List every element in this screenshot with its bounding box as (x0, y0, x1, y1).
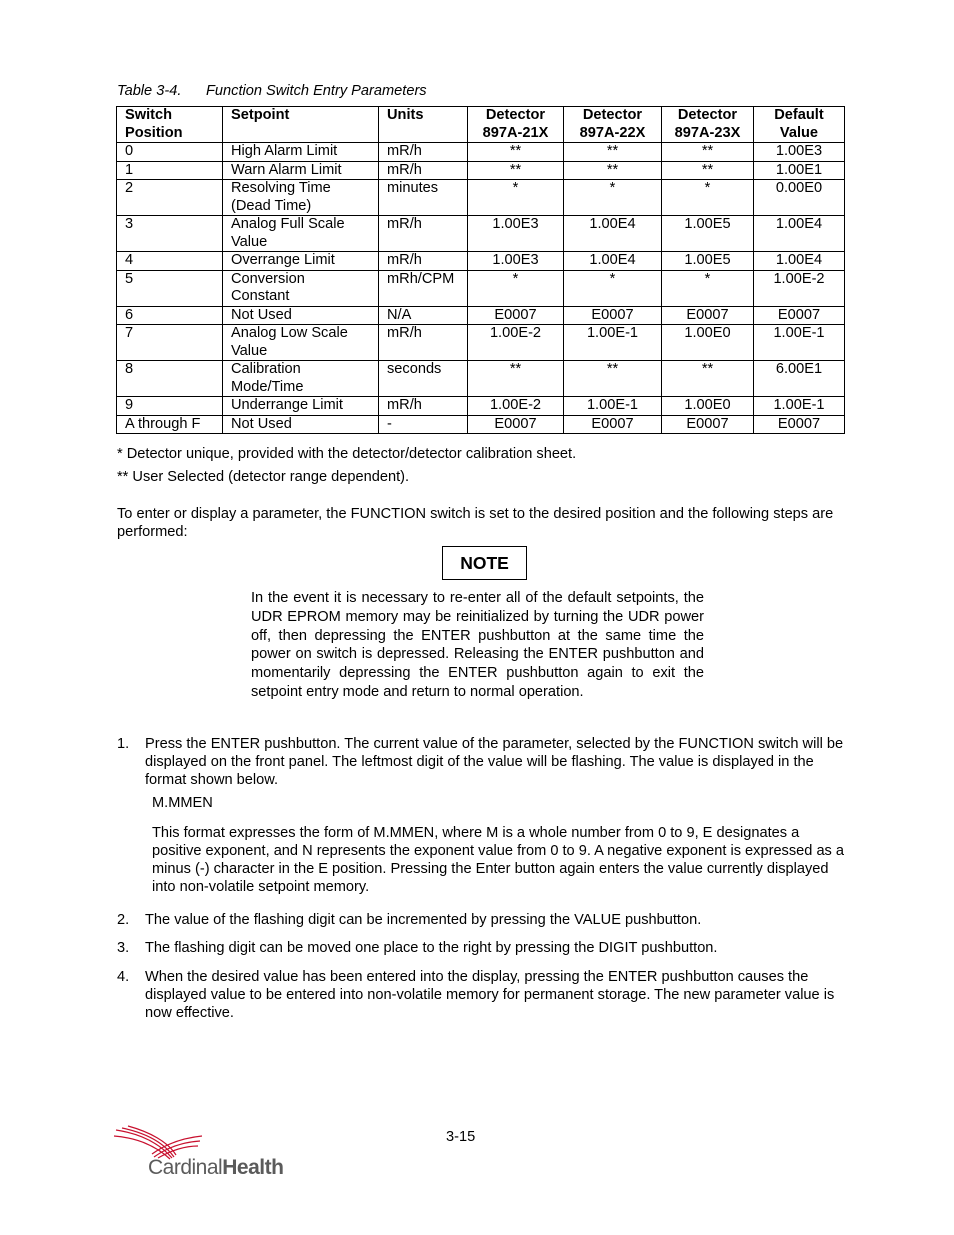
table-row (117, 361, 845, 397)
cell-default-value: E0007 (754, 306, 845, 325)
table-row (117, 397, 845, 416)
cell-setpoint: High Alarm Limit (223, 143, 379, 162)
cell-detector-23x: E0007 (662, 415, 754, 434)
table-row (117, 216, 845, 252)
header-switch-position: Switch Position (117, 107, 223, 143)
table-caption (117, 83, 427, 99)
step-1 (117, 735, 857, 789)
cell-units: mR/h (379, 397, 468, 416)
cell-default-value: 1.00E-1 (754, 397, 845, 416)
footnote-double-star: ** User Selected (detector range dependent). (117, 469, 410, 485)
cell-switch-position: 2 (117, 180, 223, 216)
cell-default-value: 1.00E1 (754, 161, 845, 180)
table-row (117, 325, 845, 361)
cell-units: N/A (379, 306, 468, 325)
cell-default-value: 1.00E3 (754, 143, 845, 162)
step-number: 3. (117, 940, 130, 956)
cell-units: seconds (379, 361, 468, 397)
cell-detector-22x: E0007 (564, 306, 662, 325)
header-units: Units (379, 107, 468, 143)
cell-setpoint: Warn Alarm Limit (223, 161, 379, 180)
cell-detector-21x: ** (468, 161, 564, 180)
table-header-row (117, 107, 845, 143)
cell-detector-23x: 1.00E0 (662, 397, 754, 416)
cell-detector-23x: ** (662, 143, 754, 162)
cell-setpoint: Analog Full Scale Value (223, 216, 379, 252)
header-setpoint: Setpoint (223, 107, 379, 143)
cell-default-value: 6.00E1 (754, 361, 845, 397)
cell-switch-position: 0 (117, 143, 223, 162)
cell-detector-22x: 1.00E-1 (564, 325, 662, 361)
cell-default-value: 1.00E-1 (754, 325, 845, 361)
cell-detector-22x: * (564, 270, 662, 306)
cell-units: - (379, 415, 468, 434)
table-row (117, 161, 845, 180)
step-text: The value of the flashing digit can be incremented by pressing the VALUE pushbutton. (145, 912, 702, 928)
cell-units: mR/h (379, 252, 468, 271)
cell-setpoint: Resolving Time (Dead Time) (223, 180, 379, 216)
step-number: 2. (117, 912, 130, 928)
format-code: M.MMEN (152, 795, 213, 811)
cell-detector-21x: 1.00E3 (468, 252, 564, 271)
footnote-single-star: * Detector unique, provided with the detector/detector calibration sheet. (117, 446, 577, 462)
step-4 (117, 968, 857, 1022)
step-3 (117, 939, 857, 957)
cell-detector-21x: * (468, 180, 564, 216)
header-default-value: Default Value (754, 107, 845, 143)
cell-switch-position: 8 (117, 361, 223, 397)
cell-detector-21x: * (468, 270, 564, 306)
header-detector-21x: Detector 897A-21X (468, 107, 564, 143)
cell-detector-22x: E0007 (564, 415, 662, 434)
cell-detector-23x: 1.00E0 (662, 325, 754, 361)
cell-default-value: 1.00E4 (754, 216, 845, 252)
step-2 (117, 911, 857, 929)
step-text: When the desired value has been entered into the display, pressing the ENTER pushbutton causes the displayed value to be entered into non-volatile memory for permanent storage. The new parameter value is now effective. (145, 969, 835, 1021)
cell-detector-22x: 1.00E-1 (564, 397, 662, 416)
cardinal-health-logo (112, 1124, 284, 1186)
table-body (117, 143, 845, 434)
cell-detector-23x: ** (662, 161, 754, 180)
table-row (117, 270, 845, 306)
header-detector-23x: Detector 897A-23X (662, 107, 754, 143)
cell-detector-23x: 1.00E5 (662, 216, 754, 252)
step-text: The flashing digit can be moved one place to the right by pressing the DIGIT pushbutton. (145, 940, 718, 956)
cell-detector-22x: ** (564, 143, 662, 162)
cell-detector-23x: ** (662, 361, 754, 397)
cell-default-value: 0.00E0 (754, 180, 845, 216)
format-description: This format expresses the form of M.MMEN, where M is a whole number from 0 to 9, E designates a positive exponent, and N represents the exponent value from 0 to 9. A negative exponent is expressed as a minus (-) character in the E position. Pressing the Enter button again enters the value currently displayed into non-volatile setpoint memory. (152, 825, 845, 895)
cell-setpoint: Overrange Limit (223, 252, 379, 271)
table-row (117, 415, 845, 434)
table-caption-title: Function Switch Entry Parameters (206, 83, 427, 99)
cell-detector-22x: * (564, 180, 662, 216)
cell-setpoint: Calibration Mode/Time (223, 361, 379, 397)
cell-detector-21x: 1.00E-2 (468, 325, 564, 361)
cell-units: mR/h (379, 216, 468, 252)
function-switch-table (116, 106, 845, 434)
step-number: 4. (117, 969, 130, 985)
cell-setpoint: Not Used (223, 415, 379, 434)
cell-units: mR/h (379, 325, 468, 361)
table-row (117, 252, 845, 271)
table-row (117, 143, 845, 162)
cell-units: minutes (379, 180, 468, 216)
note-label: NOTE (442, 546, 527, 580)
cell-detector-21x: E0007 (468, 306, 564, 325)
cell-switch-position: 7 (117, 325, 223, 361)
cell-detector-23x: E0007 (662, 306, 754, 325)
cell-units: mR/h (379, 143, 468, 162)
cell-default-value: E0007 (754, 415, 845, 434)
cell-setpoint: Underrange Limit (223, 397, 379, 416)
table-row (117, 306, 845, 325)
cell-units: mRh/CPM (379, 270, 468, 306)
cell-detector-21x: ** (468, 361, 564, 397)
cell-default-value: 1.00E-2 (754, 270, 845, 306)
note-text: In the event it is necessary to re-enter all of the default setpoints, the UDR EPROM memory may be reinitialized by turning the UDR power off, then depressing the ENTER pushbutton at the same time the power on switch is depressed. Releasing the ENTER pushbutton and momentarily depressing the ENTER pushbutton again to exit the setpoint entry mode and return to normal operation. (251, 590, 704, 700)
step-text: Press the ENTER pushbutton. The current value of the parameter, selected by the FUNCTION switch will be displayed on the front panel. The leftmost digit of the value will be flashing. The value is displayed in the format shown below. (145, 736, 844, 788)
cell-detector-22x: 1.00E4 (564, 252, 662, 271)
cell-detector-22x: 1.00E4 (564, 216, 662, 252)
cell-switch-position: 4 (117, 252, 223, 271)
cell-switch-position: 1 (117, 161, 223, 180)
cell-detector-23x: * (662, 180, 754, 216)
cell-switch-position: 5 (117, 270, 223, 306)
cell-detector-23x: * (662, 270, 754, 306)
cell-detector-21x: E0007 (468, 415, 564, 434)
cell-detector-21x: 1.00E-2 (468, 397, 564, 416)
cell-switch-position: 9 (117, 397, 223, 416)
cell-switch-position: 6 (117, 306, 223, 325)
cell-detector-22x: ** (564, 361, 662, 397)
header-detector-22x: Detector 897A-22X (564, 107, 662, 143)
cell-detector-22x: ** (564, 161, 662, 180)
cell-setpoint: Analog Low Scale Value (223, 325, 379, 361)
cell-detector-21x: ** (468, 143, 564, 162)
table-caption-number: Table 3-4. (117, 83, 182, 99)
cell-setpoint: Conversion Constant (223, 270, 379, 306)
cell-setpoint: Not Used (223, 306, 379, 325)
cell-default-value: 1.00E4 (754, 252, 845, 271)
step-number: 1. (117, 736, 130, 752)
cell-detector-23x: 1.00E5 (662, 252, 754, 271)
logo-wordmark: CardinalHealth (148, 1156, 284, 1179)
cell-units: mR/h (379, 161, 468, 180)
intro-paragraph: To enter or display a parameter, the FUNCTION switch is set to the desired position and the following steps are performed: (117, 506, 834, 540)
cell-switch-position: A through F (117, 415, 223, 434)
table-row (117, 180, 845, 216)
cell-detector-21x: 1.00E3 (468, 216, 564, 252)
cell-switch-position: 3 (117, 216, 223, 252)
page-number: 3-15 (446, 1129, 476, 1145)
